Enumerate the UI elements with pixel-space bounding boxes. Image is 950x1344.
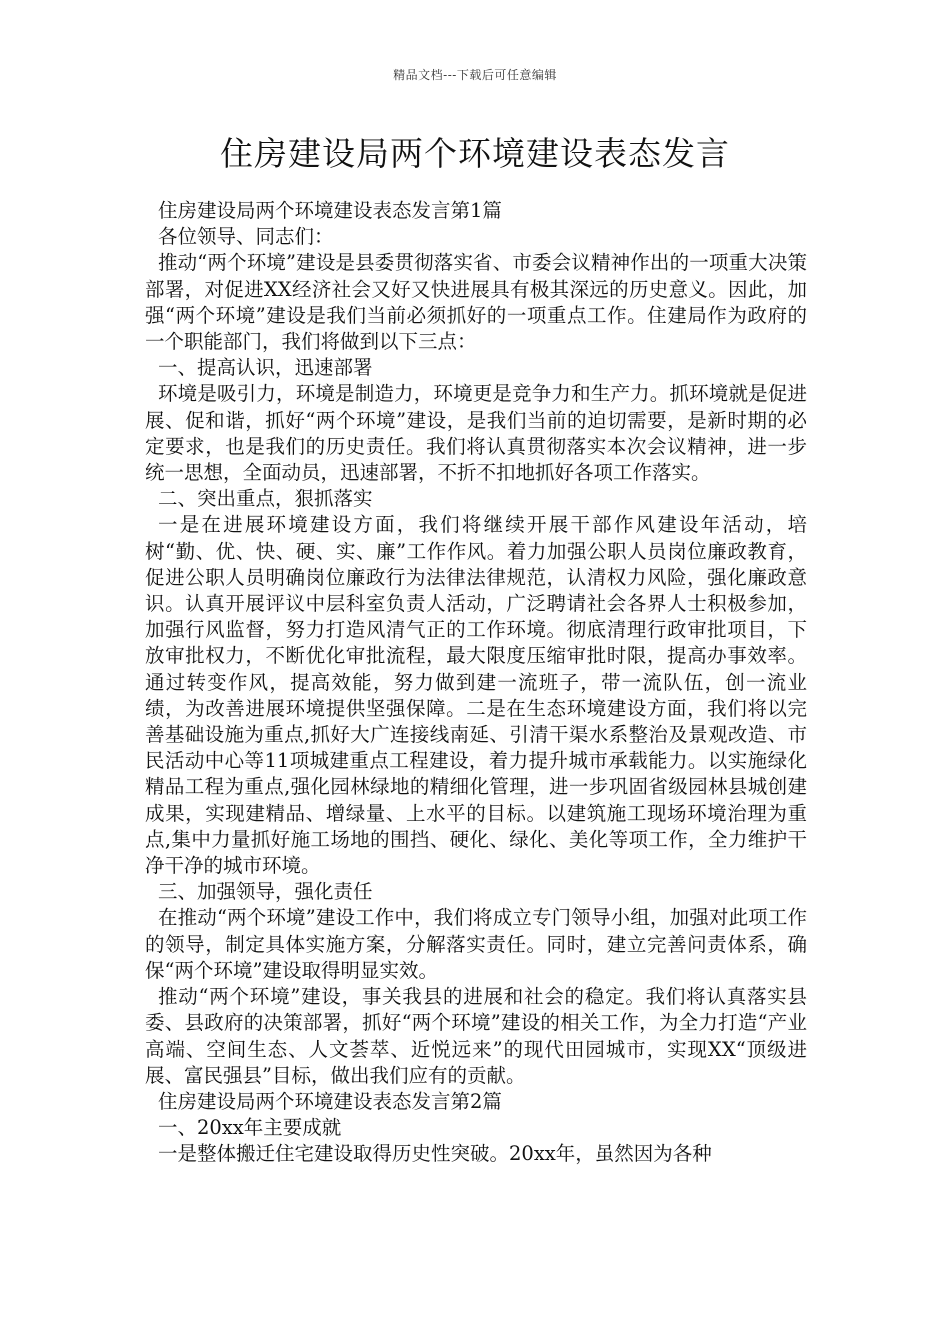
body-paragraph: 一是在进展环境建设方面，我们将继续开展干部作风建设年活动，培树“勤、优、快、硬、实、廉”工作作风。着力加强公职人员岗位廉政教育，促进公职人员明确岗位廉政行为法律法律规范，认清权力风险，强化廉政意识。认真开展评议中层科室负责人活动，广泛聘请社会各界人士积极参加，加强行风监督，努力打造风清气正的工作环境。彻底清理行政审批项目，下放审批权力，不断优化审批流程，最大限度压缩审批时限，提高办事效率。通过转变作风，提高效能，努力做到建一流班子，带一流队伍，创一流业绩，为改善进展环境提供坚强保障。二是在生态环境建设方面，我们将以完善基础设施为重点,抓好大广连接线南延、引清干渠水系整治及景观改造、市民活动中心等11项城建重点工程建设，着力提升城市承载能力。以实施绿化精品工程为重点,强化园林绿地的精细化管理，进一步巩固省级园林县城创建成果，实现建精品、增绿量、上水平的目标。以建筑施工现场环境治理为重点,集中力量抓好施工场地的围挡、硬化、绿化、美化等项工作，全力维护干净干净的城市环境。 — [145, 513, 807, 878]
subheading-2: 二、突出重点，狠抓落实 — [158, 487, 373, 511]
subheading-3: 三、加强领导，强化责任 — [158, 880, 373, 904]
subheading: 一、20xx年主要成就 — [158, 1116, 342, 1140]
salutation: 各位领导、同志们： — [158, 225, 334, 249]
body-paragraph: 环境是吸引力，环境是制造力，环境更是竞争力和生产力。抓环境就是促进展、促和谐，抓好“两个环境”建设，是我们当前的迫切需要，是新时期的必定要求，也是我们的历史责任。我们将认真贯彻落实本次会议精神，进一步统一思想，全面动员，迅速部署，不折不扣地抓好各项工作落实。 — [145, 382, 807, 485]
body-paragraph: 一是整体搬迁住宅建设取得历史性突破。20xx年，虽然因为各种 — [158, 1142, 712, 1166]
section-heading-part-1: 住房建设局两个环境建设表态发言第1篇 — [158, 199, 502, 222]
header-note: 精品文档---下载后可任意编辑 — [393, 68, 557, 82]
section-heading-part-2: 住房建设局两个环境建设表态发言第2篇 — [158, 1089, 502, 1113]
document-body — [145, 198, 807, 1168]
body-paragraph: 推动“两个环境”建设是县委贯彻落实省、市委会议精神作出的一项重大决策部署，对促进XX经济社会又好又快进展具有极其深远的历史意义。因此，加强“两个环境”建设是我们当前必须抓好的一项重点工作。住建局作为政府的一个职能部门，我们将做到以下三点： — [145, 251, 807, 354]
subheading-1: 一、提高认识，迅速部署 — [158, 356, 373, 380]
body-paragraph: 推动“两个环境”建设，事关我县的进展和社会的稳定。我们将认真落实县委、县政府的决策部署，抓好“两个环境”建设的相关工作，为全力打造“产业高端、空间生态、人文荟萃、近悦远来”的现代田园城市，实现XX“顶级进展、富民强县”目标，做出我们应有的贡献。 — [145, 985, 807, 1087]
body-paragraph: 在推动“两个环境”建设工作中，我们将成立专门领导小组，加强对此项工作的领导，制定具体实施方案，分解落实责任。同时，建立完善问责体系，确保“两个环境”建设取得明显实效。 — [145, 906, 807, 982]
document-title: 住房建设局两个环境建设表态发言 — [220, 134, 730, 173]
